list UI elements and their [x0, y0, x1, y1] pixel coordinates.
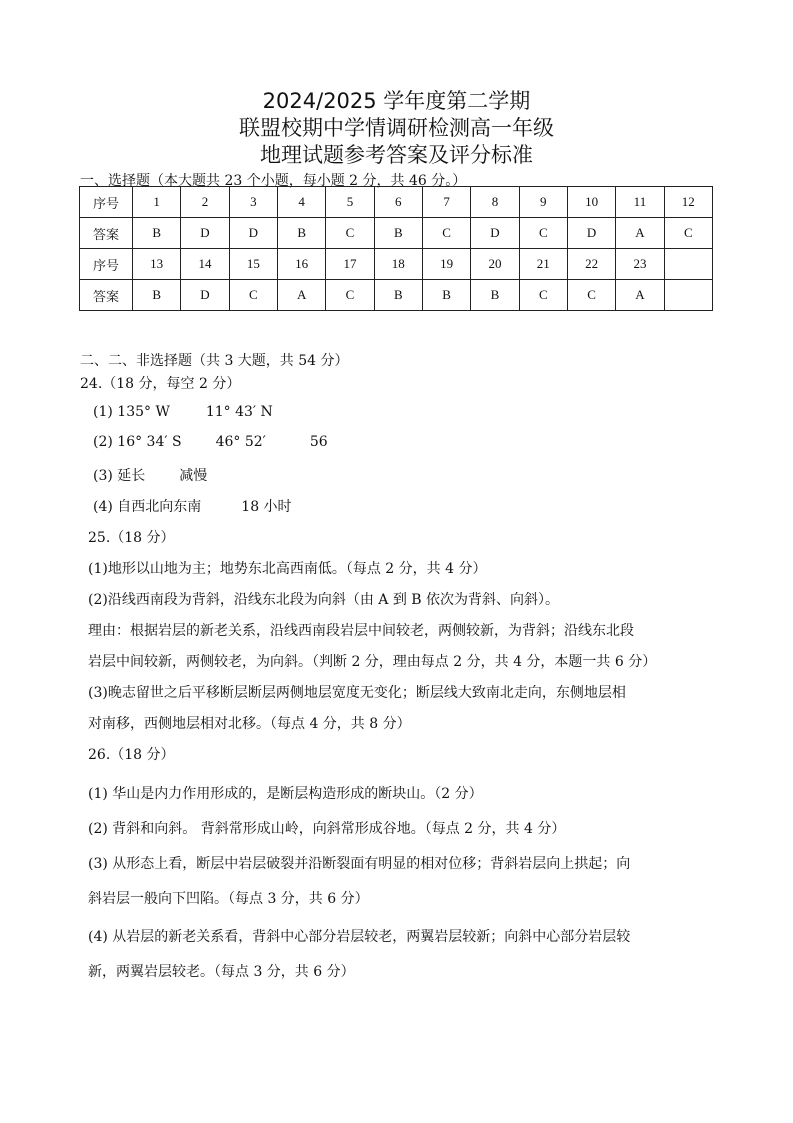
table-cell: A: [616, 218, 664, 249]
table-cell: B: [422, 280, 470, 311]
table-row: [80, 280, 713, 311]
row-label: 序号: [80, 187, 133, 218]
q24-a4-part2: 18 小时: [241, 499, 292, 515]
table-cell: 20: [471, 249, 519, 280]
q24-a1-part1: (1) 135° W: [93, 404, 170, 420]
table-cell: 1: [133, 187, 181, 218]
q25-line-1: (1)地形以山地为主；地势东北高西南低。（每点 2 分，共 4 分）: [88, 561, 487, 577]
doc-title-line2: 联盟校期中学情调研检测高一年级: [239, 116, 554, 140]
table-cell: 10: [567, 187, 615, 218]
table-cell: 13: [133, 249, 181, 280]
q24-answer-4: [93, 496, 292, 516]
table-cell: 2: [181, 187, 229, 218]
table-row: [80, 187, 713, 218]
q26-heading: 26.（18 分）: [88, 747, 175, 763]
q24-answer-3: [93, 465, 207, 485]
table-row: [80, 249, 713, 280]
table-cell: 17: [326, 249, 374, 280]
table-cell: C: [519, 280, 567, 311]
table-cell: B: [133, 218, 181, 249]
table-cell: 11: [616, 187, 664, 218]
table-cell: A: [616, 280, 664, 311]
table-cell: 6: [374, 187, 422, 218]
q25-line-2: (2)沿线西南段为背斜，沿线东北段为向斜（由 A 到 B 依次为背斜、向斜）。: [88, 592, 560, 608]
table-cell: [664, 280, 712, 311]
table-cell: B: [471, 280, 519, 311]
table-cell: C: [567, 280, 615, 311]
table-cell: B: [374, 280, 422, 311]
table-cell: D: [229, 218, 277, 249]
table-cell: B: [277, 218, 325, 249]
table-cell: A: [277, 280, 325, 311]
table-cell: 3: [229, 187, 277, 218]
table-cell: 12: [664, 187, 712, 218]
q24-a1-part2: 11° 43′ N: [205, 404, 273, 420]
q26-line-4: 斜岩层一般向下凹陷。（每点 3 分，共 6 分）: [88, 891, 369, 907]
section1-title: 一、选择题（本大题共 23 个小题，每小题 2 分，共 46 分。）: [80, 173, 467, 189]
table-row: [80, 218, 713, 249]
q24-heading: 24.（18 分，每空 2 分）: [80, 376, 241, 392]
q25-line-5: (3)晚志留世之后平移断层断层两侧地层宽度无变化；断层线大致南北走向，东侧地层相: [88, 685, 626, 701]
table-cell: 5: [326, 187, 374, 218]
table-cell: 16: [277, 249, 325, 280]
table-cell: C: [519, 218, 567, 249]
doc-title-line3: 地理试题参考答案及评分标准: [260, 143, 533, 167]
row-label: 答案: [80, 280, 133, 311]
table-cell: C: [326, 280, 374, 311]
table-cell: B: [133, 280, 181, 311]
table-cell: 23: [616, 249, 664, 280]
q24-a2-part3: 56: [309, 434, 328, 450]
table-cell: D: [567, 218, 615, 249]
q25-line-3: 理由：根据岩层的新老关系，沿线西南段岩层中间较老，两侧较新，为背斜；沿线东北段: [88, 623, 634, 639]
q24-a3-part2: 减慢: [179, 468, 208, 484]
q26-line-1: (1) 华山是内力作用形成的，是断层构造形成的断块山。（2 分）: [88, 786, 483, 802]
q24-a4-part1: (4) 自西北向东南: [93, 499, 202, 515]
doc-title-line1: 2024/2025 学年度第二学期: [262, 89, 531, 113]
q26-line-6: 新，两翼岩层较老。（每点 3 分，共 6 分）: [88, 964, 355, 980]
table-cell: 7: [422, 187, 470, 218]
q24-answer-2: [93, 434, 328, 450]
table-cell: C: [664, 218, 712, 249]
table-cell: C: [422, 218, 470, 249]
q24-a3-part1: (3) 延长: [93, 468, 146, 484]
table-cell: 19: [422, 249, 470, 280]
section2-title: 二、二、非选择题（共 3 大题，共 54 分）: [80, 353, 349, 369]
table-cell: 14: [181, 249, 229, 280]
q26-line-5: (4) 从岩层的新老关系看，背斜中心部分岩层较老，两翼岩层较新；向斜中心部分岩层较: [88, 929, 631, 945]
row-label: 答案: [80, 218, 133, 249]
table-cell: 21: [519, 249, 567, 280]
answer-table: [79, 186, 713, 311]
q25-line-6: 对南移，西侧地层相对北移。（每点 4 分，共 8 分）: [88, 716, 411, 732]
q25-heading: 25.（18 分）: [88, 530, 175, 546]
table-cell: B: [374, 218, 422, 249]
q24-a2-part2: 46° 52′: [215, 434, 266, 450]
q24-answer-1: [93, 404, 273, 420]
table-cell: 4: [277, 187, 325, 218]
table-cell: 15: [229, 249, 277, 280]
q25-line-4: 岩层中间较新，两侧较老，为向斜。（判断 2 分，理由每点 2 分，共 4 分，本题一共 6 分）: [88, 654, 657, 670]
q26-line-2: (2) 背斜和向斜。 背斜常形成山岭，向斜常形成谷地。（每点 2 分，共 4 分）: [88, 821, 566, 837]
table-cell: 22: [567, 249, 615, 280]
table-cell: C: [229, 280, 277, 311]
table-cell: D: [181, 280, 229, 311]
q26-line-3: (3) 从形态上看，断层中岩层破裂并沿断裂面有明显的相对位移；背斜岩层向上拱起；向: [88, 856, 631, 872]
table-cell: 9: [519, 187, 567, 218]
q24-a2-part1: (2) 16° 34′ S: [93, 434, 182, 450]
table-cell: C: [326, 218, 374, 249]
table-cell: 8: [471, 187, 519, 218]
row-label: 序号: [80, 249, 133, 280]
table-cell: 18: [374, 249, 422, 280]
table-cell: [664, 249, 712, 280]
table-cell: D: [471, 218, 519, 249]
table-cell: D: [181, 218, 229, 249]
